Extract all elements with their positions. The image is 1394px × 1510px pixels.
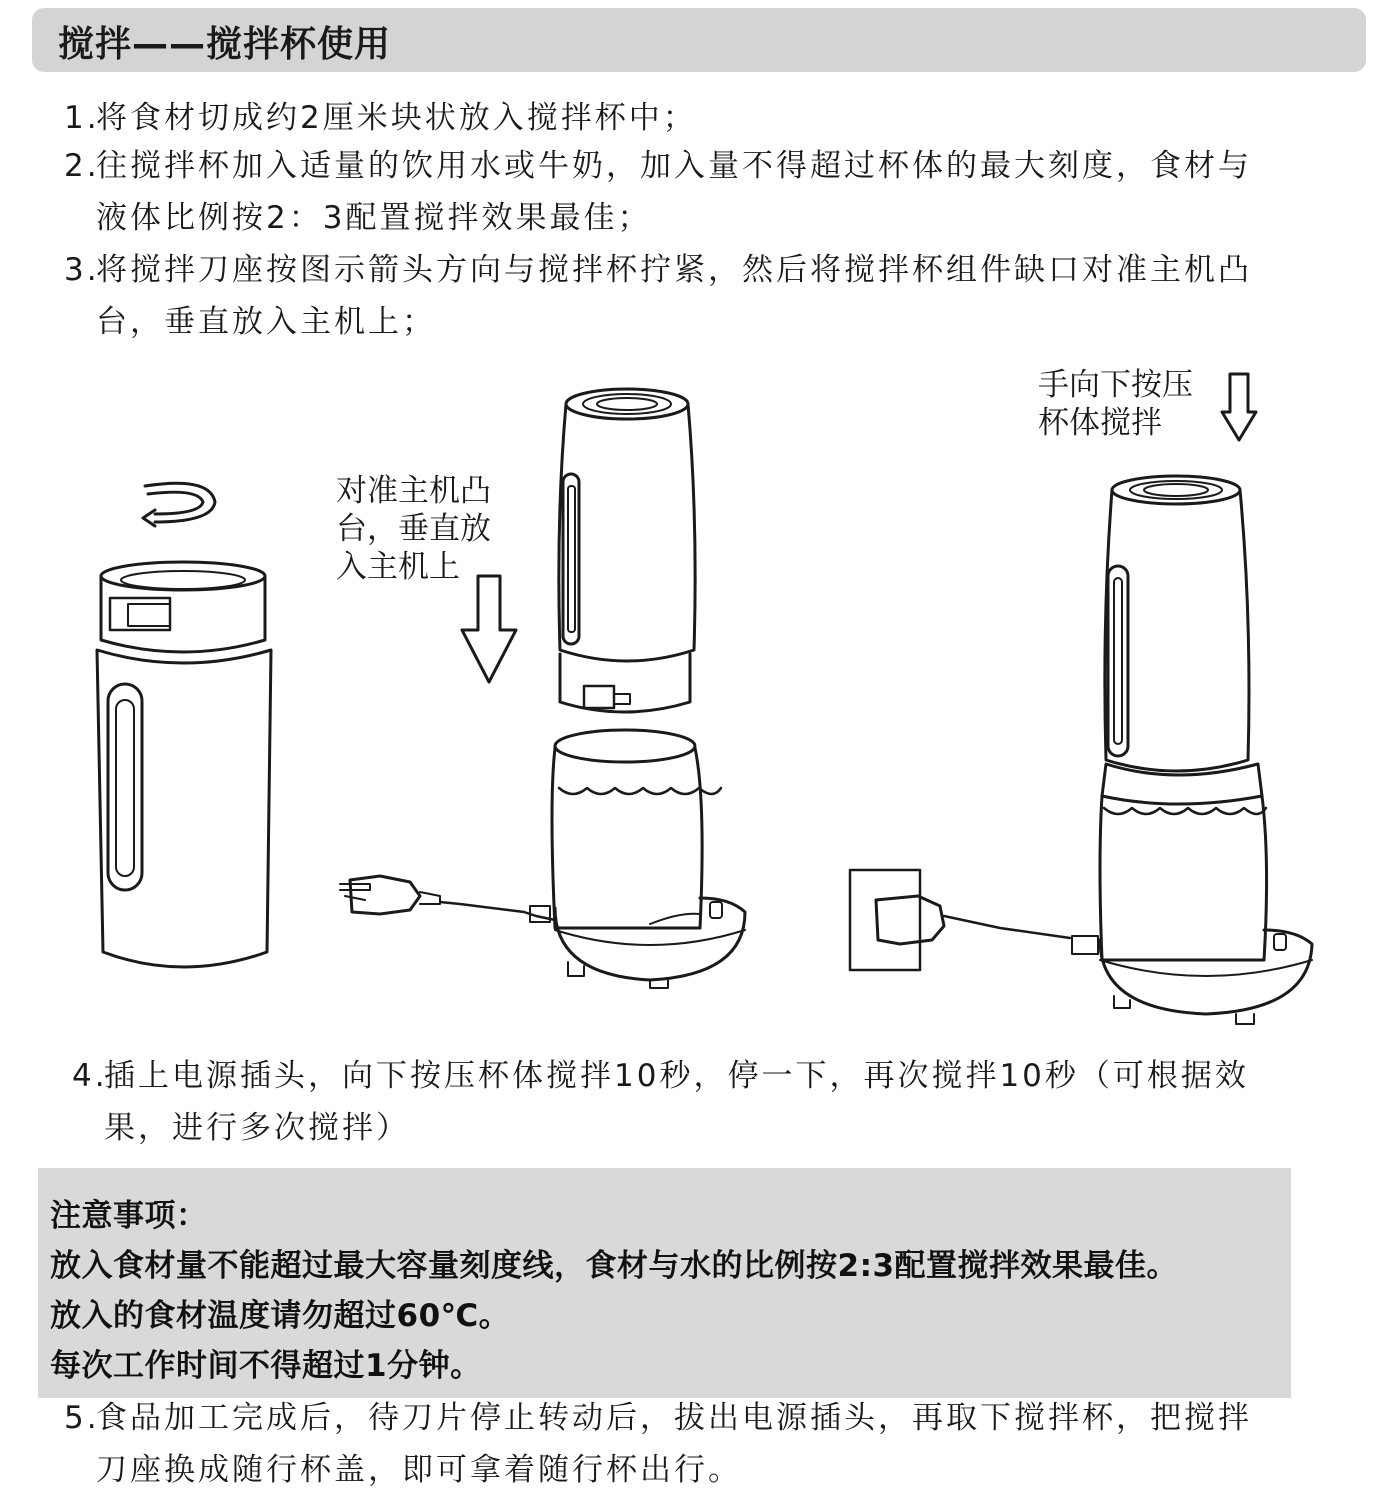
down-arrow-icon (462, 576, 516, 682)
step-text: 插上电源插头，向下按压杯体搅拌10秒，停一下，再次搅拌10秒（可根据效 (104, 1058, 1249, 1094)
blender-cup-with-blade (97, 562, 271, 967)
down-arrow-icon (1222, 374, 1256, 440)
callout-line: 入主机上 (336, 549, 460, 585)
align-callout-text (336, 472, 491, 586)
power-cord-plug (340, 876, 555, 922)
blender-cup-inverted (559, 389, 695, 712)
step-text: 液体比例按2：3配置搅拌效果最佳； (96, 200, 652, 236)
wall-socket (850, 870, 1098, 970)
press-callout-text (1038, 366, 1193, 442)
blender-assembled (1100, 476, 1312, 1024)
notice-item: 每次工作时间不得超过1分钟。 (50, 1348, 482, 1384)
step-5 (64, 1392, 1252, 1496)
step-text: 将食材切成约2厘米块状放入搅拌杯中； (96, 100, 697, 136)
callout-line: 手向下按压 (1038, 367, 1193, 403)
callout-line: 对准主机凸 (336, 473, 491, 509)
step-number: 4. (72, 1058, 108, 1094)
notice-item: 放入的食材温度请勿超过60℃。 (50, 1298, 511, 1334)
step-number: 5. (64, 1400, 100, 1436)
step-text: 果，进行多次搅拌） (104, 1110, 410, 1146)
step-4 (72, 1050, 1249, 1154)
notice-box (38, 1168, 1291, 1398)
step-text: 将搅拌刀座按图示箭头方向与搅拌杯拧紧，然后将搅拌杯组件缺口对准主机凸 (96, 252, 1252, 288)
step-number: 3. (64, 252, 100, 288)
section-header (32, 8, 1366, 72)
step-3 (64, 244, 1252, 348)
motor-base (552, 730, 745, 988)
step-text: 刀座换成随行杯盖，即可拿着随行杯出行。 (96, 1452, 742, 1488)
step-2 (64, 140, 1252, 244)
callout-line: 台，垂直放 (336, 511, 491, 547)
step-text: 台，垂直放入主机上； (96, 304, 436, 340)
step-text: 食品加工完成后，待刀片停止转动后，拔出电源插头，再取下搅拌杯，把搅拌 (96, 1400, 1252, 1436)
notice-title: 注意事项： (50, 1198, 208, 1234)
section-title: 搅拌——搅拌杯使用 (58, 24, 392, 65)
step-text: 往搅拌杯加入适量的饮用水或牛奶，加入量不得超过杯体的最大刻度，食材与 (96, 148, 1252, 184)
step-number: 2. (64, 148, 100, 184)
blender-assembly-illustration (0, 340, 1394, 1040)
callout-line: 杯体搅拌 (1038, 405, 1162, 441)
step-1 (64, 92, 697, 144)
step-number: 1. (64, 100, 100, 136)
rotate-arrow-icon (143, 483, 215, 526)
notice-item: 放入食材量不能超过最大容量刻度线，食材与水的比例按2:3配置搅拌效果最佳。 (50, 1248, 1179, 1284)
